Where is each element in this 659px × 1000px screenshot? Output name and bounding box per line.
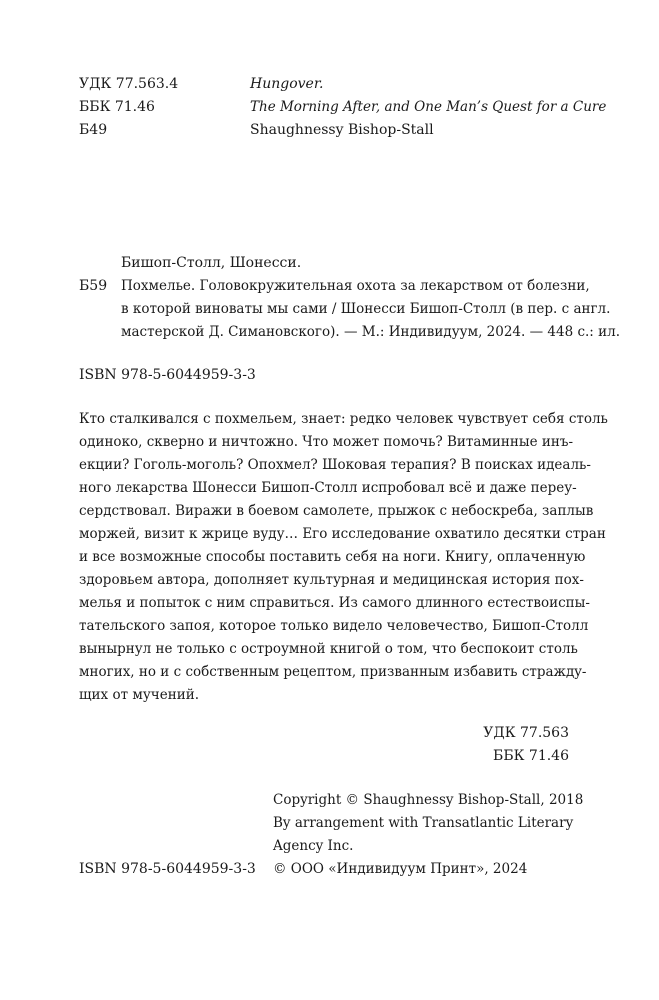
bbk-code-bottom: ББК 71.46	[493, 748, 569, 764]
annotation-line: ного лекарства Шонесси Бишоп-Столл испробовал всё и даже переу-	[79, 480, 577, 496]
original-subtitle: The Morning After, and One Man’s Quest for a Cure	[250, 99, 607, 115]
arrangement-line-1: By arrangement with Transatlantic Literary	[273, 815, 574, 831]
copyright-line: Copyright © Shaughnessy Bishop-Stall, 2018	[273, 792, 584, 808]
isbn-bottom: ISBN 978-5-6044959-3-3	[79, 861, 256, 877]
annotation-line: тательского запоя, которое только видело человечество, Бишоп-Столл	[79, 618, 589, 634]
author-mark-top: Б49	[79, 122, 108, 138]
catalog-mark: Б59	[79, 278, 108, 294]
annotation-line: и все возможные способы поставить себя на ноги. Книгу, оплаченную	[79, 549, 586, 565]
catalog-line-2: в которой виноваты мы сами / Шонесси Бишоп-Столл (в пер. с англ.	[121, 301, 611, 317]
catalog-line-3: мастерской Д. Симановского). — М.: Индивидуум, 2024. — 448 с.: ил.	[121, 324, 621, 340]
original-title: Hungover.	[250, 76, 324, 92]
annotation-line: вынырнул не только с остроумной книгой о том, что беспокоит столь	[79, 641, 578, 657]
publisher-copyright: © ООО «Индивидуум Принт», 2024	[273, 861, 528, 877]
annotation-line: моржей, визит к жрице вуду… Его исследование охватило десятки стран	[79, 526, 606, 542]
bbk-code-top: ББК 71.46	[79, 99, 155, 115]
annotation-line: щих от мучений.	[79, 687, 199, 703]
udk-code-bottom: УДК 77.563	[483, 725, 569, 741]
annotation-line: сердствовал. Виражи в боевом самолете, прыжок с небоскреба, заплыв	[79, 503, 594, 519]
annotation-line: здоровьем автора, дополняет культурная и медицинская история пох-	[79, 572, 584, 588]
annotation-line: многих, но и с собственным рецептом, призванным избавить страждy-	[79, 664, 587, 680]
udk-code-top: УДК 77.563.4	[79, 76, 179, 92]
annotation-line: Кто сталкивался с похмельем, знает: редко человек чувствует себя столь	[79, 411, 608, 427]
catalog-line-1: Похмелье. Головокружительная охота за лекарством от болезни,	[121, 278, 590, 294]
annotation-line: мелья и попыток с ним справиться. Из самого длинного естествоиспы-	[79, 595, 590, 611]
original-author: Shaughnessy Bishop-Stall	[250, 122, 434, 138]
catalog-author-heading: Бишоп-Столл, Шонесси.	[121, 255, 302, 271]
isbn-top: ISBN 978-5-6044959-3-3	[79, 367, 256, 383]
annotation-line: екции? Гоголь-моголь? Опохмел? Шоковая терапия? В поисках идеаль-	[79, 457, 591, 473]
annotation-line: одиноко, скверно и ничтожно. Что может помочь? Витаминные инъ-	[79, 434, 574, 450]
arrangement-line-2: Agency Inc.	[273, 838, 354, 854]
